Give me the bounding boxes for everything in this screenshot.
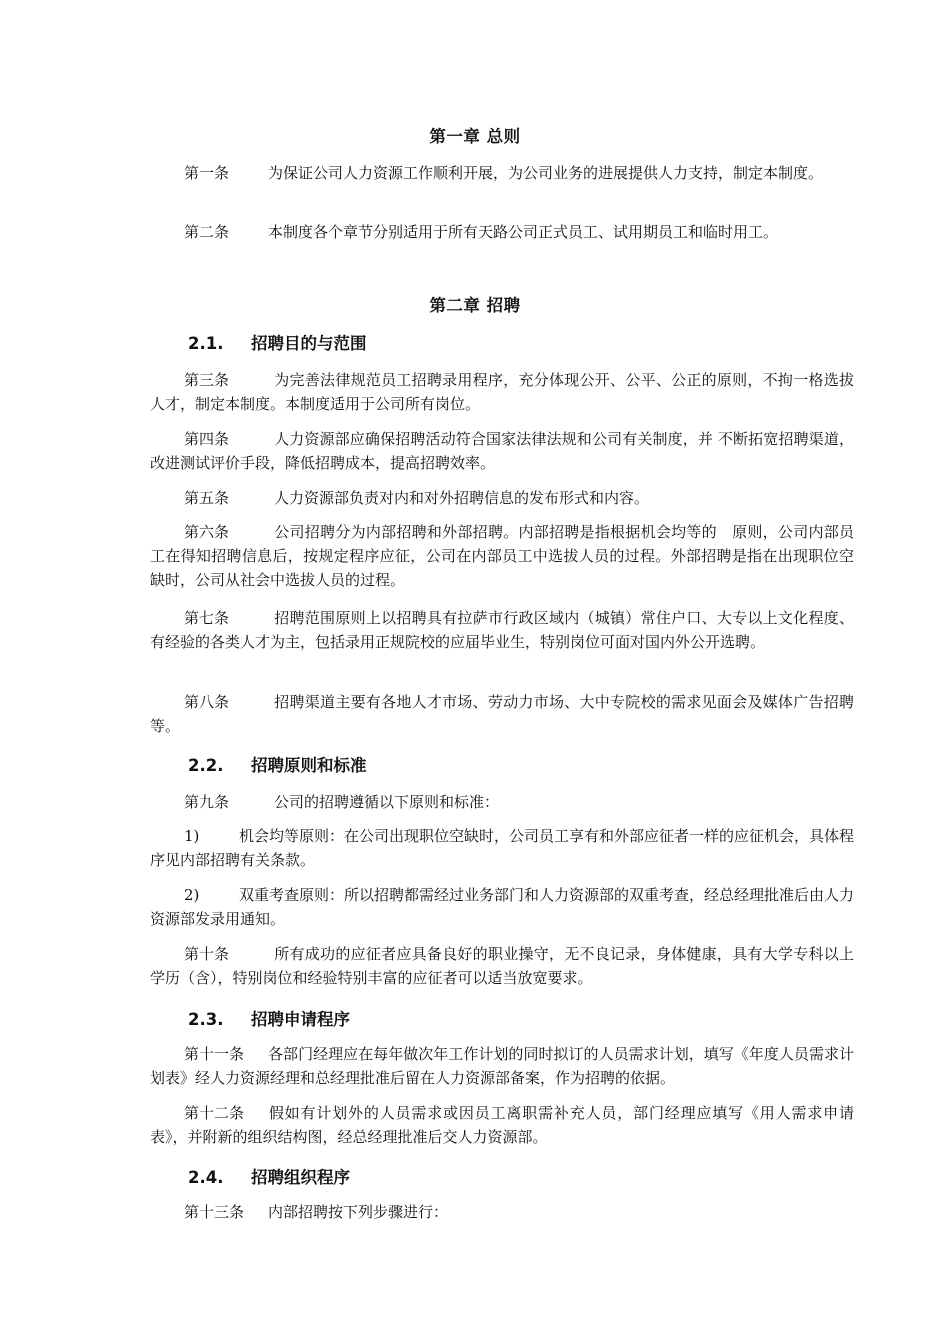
article-text: 为保证公司人力资源工作顺利开展，为公司业务的进展提供人力支持，制定本制度。 <box>268 164 824 182</box>
article-8 <box>150 690 854 738</box>
article-12 <box>150 1101 854 1149</box>
list-item-text: 机会均等原则：在公司出现职位空缺时，公司员工享有和外部应征者一样的应征机会，具体程序见内部招聘有关条款。 <box>150 827 855 869</box>
article-label: 第十条 <box>184 945 230 963</box>
article-text: 本制度各个章节分别适用于所有天路公司正式员工、试用期员工和临时用工。 <box>268 223 779 241</box>
list-item-text: 双重考查原则：所以招聘都需经过业务部门和人力资源部的双重考查，经总经理批准后由人力资源部发录用通知。 <box>150 886 855 928</box>
article-label: 第十二条 <box>184 1104 245 1122</box>
section-title: 招聘组织程序 <box>251 1168 350 1187</box>
section-number: 2.2. <box>188 756 224 775</box>
article-text: 招聘范围原则上以招聘具有拉萨市行政区域内（城镇）常住户口、大专以上文化程度、有经验的各类人才为主，包括录用正规院校的应届毕业生，特别岗位可面对国内外公开选聘。 <box>150 609 854 651</box>
article-text: 所有成功的应征者应具备良好的职业操守，无不良记录，身体健康，具有大学专科以上学历（含），特别岗位和经验特别丰富的应征者可以适当放宽要求。 <box>150 945 854 987</box>
chapter-1-title: 第一章 总则 <box>429 127 521 146</box>
article-3 <box>150 368 854 416</box>
article-label: 第十三条 <box>184 1203 245 1221</box>
article-text: 公司的招聘遵循以下原则和标准： <box>274 793 500 811</box>
article-text: 公司招聘分为内部招聘和外部招聘。内部招聘是指根据机会均等的 原则，公司内部员工在得知招聘信息后，按规定程序应征，公司在内部员工中选拔人员的过程。外部招聘是指在出现职位空缺时，公司从社会中选拔人员的过程。 <box>150 523 854 589</box>
section-title: 招聘目的与范围 <box>251 334 367 353</box>
article-label: 第五条 <box>184 489 230 507</box>
chapter-2-title: 第二章 招聘 <box>429 296 521 315</box>
article-2 <box>150 220 854 244</box>
article-10 <box>150 942 854 990</box>
article-label: 第八条 <box>184 693 230 711</box>
article-text: 为完善法律规范员工招聘录用程序，充分体现公开、公平、公正的原则，不拘一格选拔人才，制定本制度。本制度适用于公司所有岗位。 <box>150 371 854 413</box>
article-4 <box>150 427 854 475</box>
article-text: 招聘渠道主要有各地人才市场、劳动力市场、大中专院校的需求见面会及媒体广告招聘等。 <box>150 693 854 735</box>
article-text: 人力资源部应确保招聘活动符合国家法律法规和公司有关制度，并 不断拓宽招聘渠道，改进测试评价手段，降低招聘成本，提高招聘效率。 <box>150 430 854 472</box>
section-number: 2.1. <box>188 334 224 353</box>
article-label: 第三条 <box>184 371 230 389</box>
section-title: 招聘申请程序 <box>251 1010 350 1029</box>
article-text: 假如有计划外的人员需求或因员工离职需补充人员，部门经理应填写《用人需求申请表》，并附新的组织结构图，经总经理批准后交人力资源部。 <box>150 1104 854 1146</box>
list-item-1 <box>150 824 854 872</box>
article-label: 第九条 <box>184 793 230 811</box>
article-7 <box>150 606 854 654</box>
list-item-label: 2) <box>184 886 200 904</box>
article-label: 第二条 <box>184 223 230 241</box>
article-label: 第一条 <box>184 164 230 182</box>
article-11 <box>150 1042 854 1090</box>
article-13 <box>150 1200 854 1224</box>
article-label: 第十一条 <box>184 1045 245 1063</box>
article-5 <box>150 486 854 510</box>
section-2-4-heading <box>188 1164 350 1188</box>
section-2-2-heading <box>188 752 367 776</box>
section-2-3-heading <box>188 1006 350 1030</box>
article-6 <box>150 520 854 592</box>
article-1 <box>150 161 854 185</box>
section-number: 2.3. <box>188 1010 224 1029</box>
article-9 <box>150 790 854 814</box>
article-label: 第四条 <box>184 430 230 448</box>
article-label: 第六条 <box>184 523 230 541</box>
article-text: 各部门经理应在每年做次年工作计划的同时拟订的人员需求计划，填写《年度人员需求计划表》经人力资源经理和总经理批准后留在人力资源部备案，作为招聘的依据。 <box>150 1045 854 1087</box>
article-label: 第七条 <box>184 609 230 627</box>
section-2-1-heading <box>188 330 367 354</box>
article-text: 人力资源部负责对内和对外招聘信息的发布形式和内容。 <box>274 489 650 507</box>
list-item-label: 1) <box>184 827 200 845</box>
article-text: 内部招聘按下列步骤进行： <box>268 1203 449 1221</box>
section-number: 2.4. <box>188 1168 224 1187</box>
list-item-2 <box>150 883 854 931</box>
section-title: 招聘原则和标准 <box>251 756 367 775</box>
